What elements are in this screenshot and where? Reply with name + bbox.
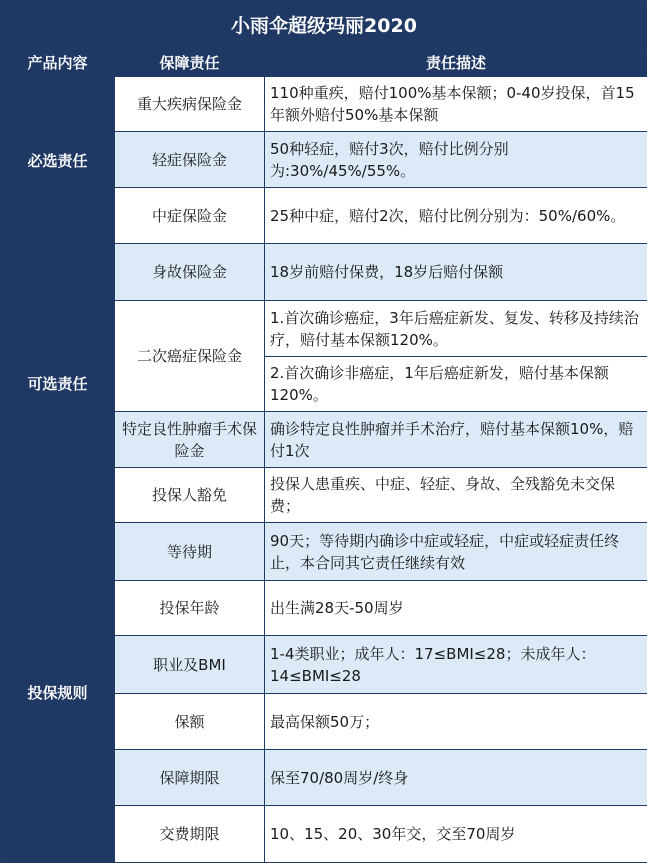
table-row (1, 77, 647, 132)
category-optional: 可选责任 (1, 244, 115, 523)
coverage-item: 重大疾病保险金 (115, 77, 265, 132)
coverage-item: 投保年龄 (115, 581, 265, 636)
coverage-item: 二次癌症保险金 (115, 301, 265, 412)
coverage-desc: 110种重疾，赔付100%基本保额；0-40岁投保，首15年额外赔付50%基本保额 (265, 77, 647, 132)
coverage-desc: 最高保额50万； (265, 694, 647, 750)
coverage-desc: 投保人患重疾、中症、轻症、身故、全残豁免未交保费； (265, 468, 647, 523)
coverage-item: 保额 (115, 694, 265, 750)
coverage-item: 交费期限 (115, 806, 265, 863)
table-row (1, 244, 647, 301)
coverage-item: 轻症保险金 (115, 132, 265, 188)
table-title: 小雨伞超级玛丽2020 (1, 1, 647, 49)
coverage-desc: 10、15、20、30年交，交至70周岁 (265, 806, 647, 863)
coverage-desc: 确诊特定良性肿瘤并手术治疗，赔付基本保额10%，赔付1次 (265, 412, 647, 468)
coverage-item: 特定良性肿瘤手术保险金 (115, 412, 265, 468)
coverage-desc: 2.首次确诊非癌症，1年后癌症新发，赔付基本保额120%。 (265, 357, 647, 412)
coverage-item: 身故保险金 (115, 244, 265, 301)
coverage-desc: 90天；等待期内确诊中症或轻症，中症或轻症责任终止，本合同其它责任继续有效 (265, 523, 647, 581)
coverage-item: 中症保险金 (115, 188, 265, 244)
coverage-desc: 1.首次确诊癌症，3年后癌症新发、复发、转移及持续治疗，赔付基本保额120%。 (265, 301, 647, 357)
category-required: 必选责任 (1, 77, 115, 244)
coverage-desc: 50种轻症，赔付3次，赔付比例分别为:30%/45%/55%。 (265, 132, 647, 188)
coverage-desc: 出生满28天-50周岁 (265, 581, 647, 636)
coverage-desc: 18岁前赔付保费，18岁后赔付保额 (265, 244, 647, 301)
category-rules: 投保规则 (1, 523, 115, 863)
coverage-item: 保障期限 (115, 750, 265, 806)
coverage-item: 职业及BMI (115, 636, 265, 694)
header-product-content: 产品内容 (1, 49, 115, 77)
title-row (1, 1, 647, 49)
coverage-desc: 25种中症，赔付2次，赔付比例分别为：50%/60%。 (265, 188, 647, 244)
header-description: 责任描述 (265, 49, 647, 77)
table-row (1, 523, 647, 581)
header-row (1, 49, 647, 77)
coverage-desc: 保至70/80周岁/终身 (265, 750, 647, 806)
header-coverage: 保障责任 (115, 49, 265, 77)
coverage-desc: 1-4类职业；成年人：17≤BMI≤28；未成年人：14≤BMI≤28 (265, 636, 647, 694)
coverage-item: 投保人豁免 (115, 468, 265, 523)
coverage-item: 等待期 (115, 523, 265, 581)
